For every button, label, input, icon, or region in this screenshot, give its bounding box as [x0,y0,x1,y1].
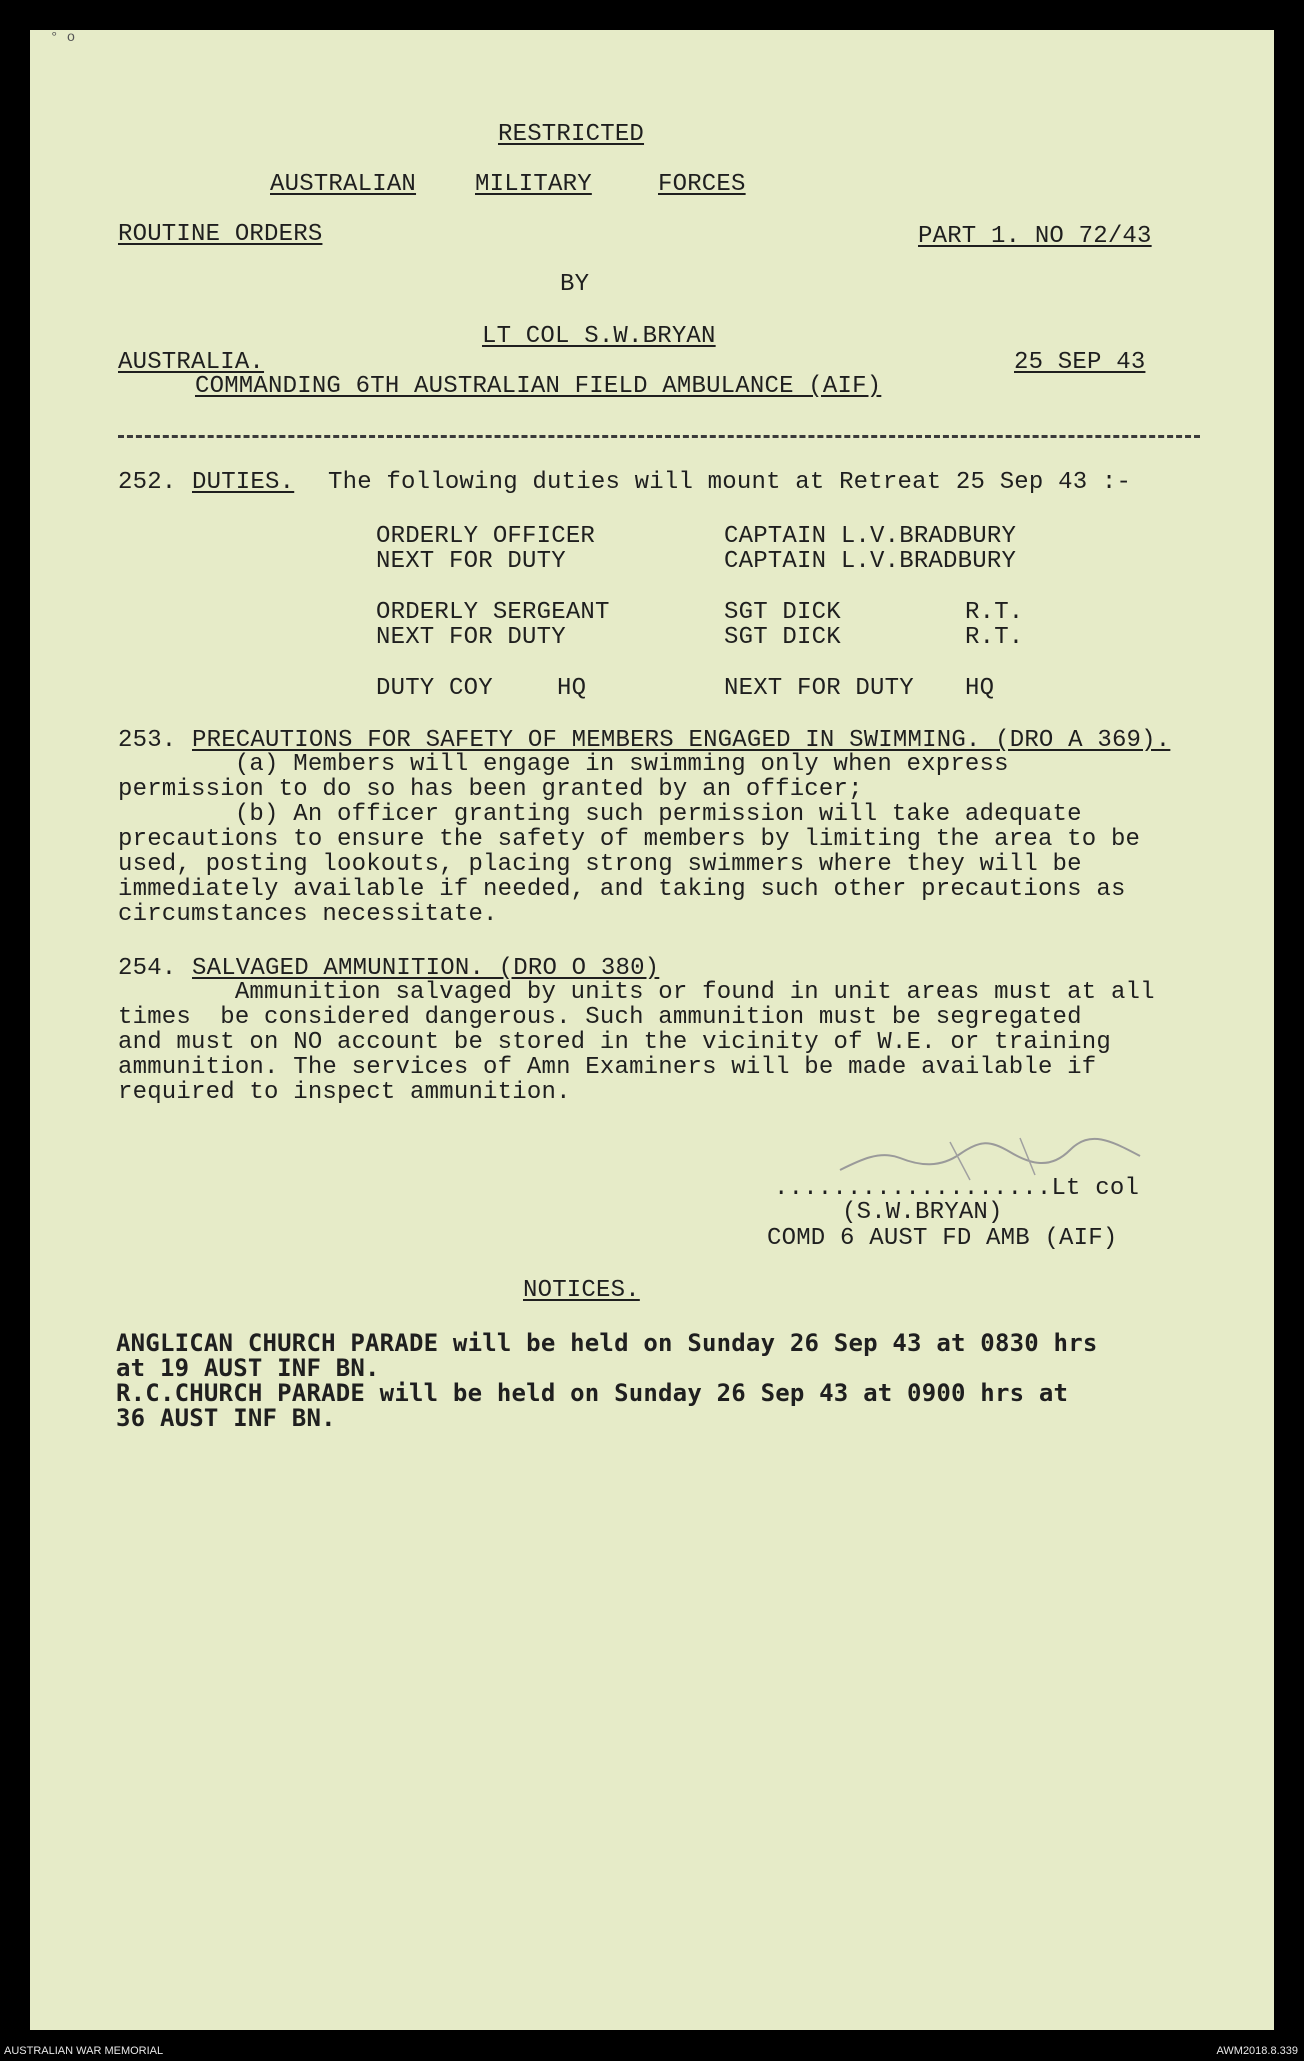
unit-name: COMMANDING 6TH AUSTRALIAN FIELD AMBULANCE (AIF) [195,373,882,400]
order-253-title: PRECAUTIONS FOR SAFETY OF MEMBERS ENGAGED IN SWIMMING. (DRO A 369). [192,727,1171,754]
duty-role: NEXT FOR DUTY [376,548,566,575]
forces-word-2: MILITARY [475,171,592,198]
document-page [30,30,1274,2030]
order-253-line: (b) An officer granting such permission will take adequate [118,801,1082,828]
footer-source: AUSTRALIAN WAR MEMORIAL [4,2045,164,2057]
forces-word-3: FORCES [658,171,746,198]
duty-coy-value: HQ [557,675,587,702]
order-254-line: Ammunition salvaged by units or found in unit areas must at all [118,979,1155,1006]
order-253-line: precautions to ensure the safety of members by limiting the area to be [118,826,1141,853]
notices-heading: NOTICES. [523,1277,640,1304]
duty-extra: R.T. [965,624,1024,651]
routine-orders-label: ROUTINE ORDERS [118,221,323,248]
order-254-line: times be considered dangerous. Such ammunition must be segregated [118,1004,1082,1031]
by-label: BY [560,271,590,298]
order-253-line: immediately available if needed, and taking such other precautions as [118,876,1126,903]
order-252-title: DUTIES. [192,469,295,496]
order-254-line: required to inspect ammunition. [118,1079,571,1106]
duty-role: ORDERLY OFFICER [376,523,596,550]
order-252-number: 252. [118,469,177,496]
order-252-intro: The following duties will mount at Retreat 25 Sep 43 :- [328,469,1132,496]
restricted-heading: RESTRICTED [498,121,645,148]
signature-dots: ...................Lt col [774,1175,1140,1202]
order-253-line: circumstances necessitate. [118,901,498,928]
duty-name: SGT DICK [724,624,841,651]
order-254-line: and must on NO account be stored in the vicinity of W.E. or training [118,1029,1111,1056]
duty-name: CAPTAIN L.V.BRADBURY [724,548,1017,575]
duty-role: ORDERLY SERGEANT [376,599,610,626]
duty-role: NEXT FOR DUTY [376,624,566,651]
order-253-line: used, posting lookouts, placing strong swimmers where they will be [118,851,1082,878]
header-divider [118,435,1200,438]
location-label: AUSTRALIA. [118,349,265,376]
signatory-title: COMD 6 AUST FD AMB (AIF) [767,1225,1118,1252]
signatory-name: (S.W.BRYAN) [842,1199,1003,1226]
order-date: 25 SEP 43 [1014,349,1146,376]
order-253-line: (a) Members will engage in swimming only when express [118,751,1009,778]
order-253-number: 253. [118,727,177,754]
order-254-number: 254. [118,955,177,982]
duty-name: CAPTAIN L.V.BRADBURY [724,523,1017,550]
next-duty-label: NEXT FOR DUTY [724,675,914,702]
notice-line: 36 AUST INF BN. [116,1404,336,1432]
corner-mark: ° o [50,30,76,46]
order-254-line: ammunition. The services of Amn Examiners will be made available if [118,1054,1097,1081]
footer-reference: AWM2018.8.339 [1216,2045,1298,2057]
duty-name: SGT DICK [724,599,841,626]
commander-name: LT COL S.W.BRYAN [482,323,716,350]
part-number: PART 1. NO 72/43 [918,223,1152,250]
forces-word-1: AUSTRALIAN [270,171,417,198]
duty-coy-label: DUTY COY [376,675,493,702]
next-duty-value: HQ [965,675,995,702]
notice-line: ANGLICAN CHURCH PARADE will be held on Sunday 26 Sep 43 at 0830 hrs [116,1329,1098,1357]
notice-line: R.C.CHURCH PARADE will be held on Sunday 26 Sep 43 at 0900 hrs at [116,1379,1069,1407]
duty-extra: R.T. [965,599,1024,626]
order-253-line: permission to do so has been granted by an officer; [118,776,863,803]
order-254-title: SALVAGED AMMUNITION. (DRO O 380) [192,955,660,982]
notice-line: at 19 AUST INF BN. [116,1354,380,1382]
